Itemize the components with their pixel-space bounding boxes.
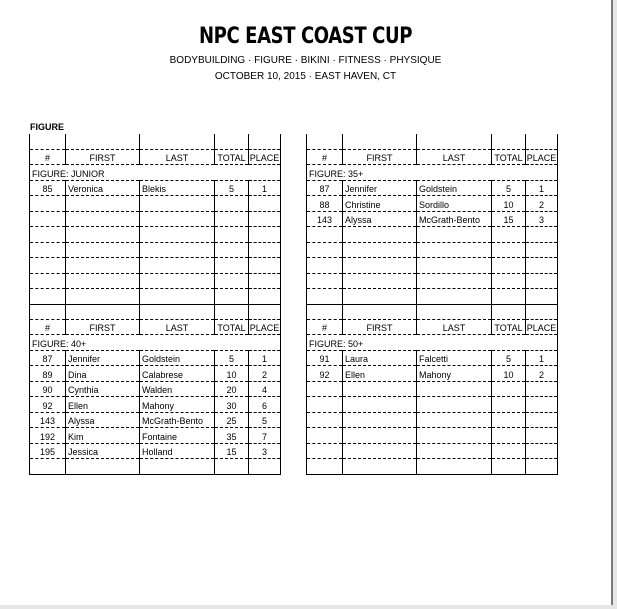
empty-cell xyxy=(492,428,526,444)
table-row xyxy=(30,227,281,243)
empty-cell xyxy=(417,304,492,319)
total-score: 10 xyxy=(492,196,526,212)
competitor-number: 87 xyxy=(307,180,343,196)
empty-cell xyxy=(526,412,558,428)
header-num: # xyxy=(30,149,66,165)
group-label: FIGURE: 50+ xyxy=(307,335,417,351)
empty-cell xyxy=(343,381,417,397)
total-score: 10 xyxy=(492,366,526,382)
empty-cell xyxy=(215,242,249,258)
first-name: Ellen xyxy=(66,397,140,413)
empty-cell xyxy=(492,242,526,258)
table-header xyxy=(307,319,558,335)
first-name: Cynthia xyxy=(66,381,140,397)
last-name: Sordillo xyxy=(417,196,492,212)
placing: 1 xyxy=(249,180,281,196)
total-score: 10 xyxy=(215,366,249,382)
empty-cell xyxy=(249,242,281,258)
empty-cell xyxy=(526,304,558,319)
results-table xyxy=(29,134,281,305)
empty-cell xyxy=(30,211,66,227)
empty-cell xyxy=(215,335,249,351)
empty-cell xyxy=(249,273,281,289)
placing: 1 xyxy=(526,180,558,196)
placing: 3 xyxy=(249,443,281,459)
table-row xyxy=(307,366,558,382)
header-num: # xyxy=(30,319,66,335)
table-row xyxy=(307,412,558,428)
table-row xyxy=(30,428,281,444)
empty-cell xyxy=(343,289,417,305)
empty-cell xyxy=(307,242,343,258)
table-spacer-row xyxy=(30,134,281,149)
empty-cell xyxy=(30,134,66,149)
empty-cell xyxy=(492,258,526,274)
competitor-number: 87 xyxy=(30,350,66,366)
empty-cell xyxy=(343,412,417,428)
empty-cell xyxy=(492,335,526,351)
header-last: LAST xyxy=(417,149,492,165)
competitor-number: 192 xyxy=(30,428,66,444)
empty-cell xyxy=(215,211,249,227)
table-row xyxy=(307,196,558,212)
table-row xyxy=(30,196,281,212)
last-name: Blekis xyxy=(140,180,215,196)
empty-cell xyxy=(343,242,417,258)
empty-cell xyxy=(307,443,343,459)
placing: 3 xyxy=(526,211,558,227)
empty-cell xyxy=(492,412,526,428)
page-title: NPC EAST COAST CUP xyxy=(198,24,413,49)
empty-cell xyxy=(30,258,66,274)
competitor-number: 92 xyxy=(30,397,66,413)
empty-cell xyxy=(417,289,492,305)
empty-cell xyxy=(307,258,343,274)
table-spacer-row xyxy=(307,134,558,149)
group-row xyxy=(30,335,281,351)
table-row xyxy=(307,227,558,243)
table-row xyxy=(30,366,281,382)
empty-cell xyxy=(66,227,140,243)
results-table xyxy=(29,304,281,475)
first-name: Ellen xyxy=(343,366,417,382)
empty-cell xyxy=(492,397,526,413)
total-score: 30 xyxy=(215,397,249,413)
header-place: PLACE xyxy=(526,319,558,335)
header-num: # xyxy=(307,319,343,335)
results-table xyxy=(306,134,558,305)
empty-cell xyxy=(307,428,343,444)
empty-cell xyxy=(215,227,249,243)
empty-cell xyxy=(492,381,526,397)
empty-cell xyxy=(30,227,66,243)
last-name: Walden xyxy=(140,381,215,397)
empty-cell xyxy=(140,196,215,212)
empty-cell xyxy=(249,227,281,243)
table-spacer-row xyxy=(30,304,281,319)
first-name: Alyssa xyxy=(343,211,417,227)
empty-cell xyxy=(417,242,492,258)
total-score: 5 xyxy=(492,350,526,366)
empty-cell xyxy=(492,304,526,319)
empty-cell xyxy=(140,165,215,181)
empty-cell xyxy=(66,134,140,149)
empty-cell xyxy=(492,227,526,243)
empty-cell xyxy=(417,412,492,428)
empty-cell xyxy=(307,273,343,289)
first-name: Alyssa xyxy=(66,412,140,428)
first-name: Kim xyxy=(66,428,140,444)
first-name: Jennifer xyxy=(66,350,140,366)
competitor-number: 90 xyxy=(30,381,66,397)
empty-cell xyxy=(343,443,417,459)
group-label: FIGURE: JUNIOR xyxy=(30,165,140,181)
header-total: TOTAL xyxy=(215,149,249,165)
total-score: 5 xyxy=(215,180,249,196)
empty-cell xyxy=(249,459,281,475)
competitor-number: 89 xyxy=(30,366,66,382)
table-header xyxy=(30,149,281,165)
header-place: PLACE xyxy=(526,149,558,165)
table-row xyxy=(307,211,558,227)
empty-cell xyxy=(417,459,492,475)
empty-cell xyxy=(30,273,66,289)
total-score: 15 xyxy=(215,443,249,459)
empty-cell xyxy=(249,134,281,149)
empty-cell xyxy=(66,273,140,289)
empty-cell xyxy=(249,304,281,319)
empty-cell xyxy=(140,335,215,351)
table-header xyxy=(307,149,558,165)
empty-cell xyxy=(215,165,249,181)
table-row xyxy=(307,397,558,413)
empty-cell xyxy=(307,227,343,243)
empty-cell xyxy=(307,289,343,305)
header-first: FIRST xyxy=(343,319,417,335)
total-score: 5 xyxy=(215,350,249,366)
empty-cell xyxy=(417,335,492,351)
placing: 2 xyxy=(526,196,558,212)
placing: 2 xyxy=(249,366,281,382)
last-name: Goldstein xyxy=(417,180,492,196)
table-header xyxy=(30,319,281,335)
total-score: 15 xyxy=(492,211,526,227)
table-row xyxy=(30,258,281,274)
competitor-number: 195 xyxy=(30,443,66,459)
empty-cell xyxy=(249,165,281,181)
table-row xyxy=(307,443,558,459)
table-row xyxy=(30,412,281,428)
empty-cell xyxy=(492,165,526,181)
empty-cell xyxy=(343,227,417,243)
last-name: Calabrese xyxy=(140,366,215,382)
header-last: LAST xyxy=(140,319,215,335)
empty-cell xyxy=(307,381,343,397)
empty-cell xyxy=(526,258,558,274)
empty-cell xyxy=(140,289,215,305)
empty-cell xyxy=(526,397,558,413)
empty-cell xyxy=(140,211,215,227)
empty-cell xyxy=(417,381,492,397)
empty-cell xyxy=(526,134,558,149)
empty-cell xyxy=(343,459,417,475)
empty-cell xyxy=(417,443,492,459)
table-row xyxy=(307,459,558,475)
header-num: # xyxy=(307,149,343,165)
first-name: Laura xyxy=(343,350,417,366)
placing: 1 xyxy=(249,350,281,366)
empty-cell xyxy=(492,289,526,305)
empty-cell xyxy=(66,211,140,227)
empty-cell xyxy=(215,459,249,475)
empty-cell xyxy=(526,443,558,459)
empty-cell xyxy=(307,459,343,475)
table-row xyxy=(307,289,558,305)
table-row xyxy=(30,211,281,227)
empty-cell xyxy=(526,335,558,351)
empty-cell xyxy=(492,443,526,459)
table-row xyxy=(30,443,281,459)
empty-cell xyxy=(215,304,249,319)
empty-cell xyxy=(140,258,215,274)
first-name: Jessica xyxy=(66,443,140,459)
page-shadow xyxy=(613,0,617,609)
empty-cell xyxy=(249,211,281,227)
last-name: Goldstein xyxy=(140,350,215,366)
placing: 6 xyxy=(249,397,281,413)
empty-cell xyxy=(66,304,140,319)
empty-cell xyxy=(526,242,558,258)
table-row xyxy=(307,242,558,258)
total-score: 20 xyxy=(215,381,249,397)
empty-cell xyxy=(30,196,66,212)
empty-cell xyxy=(66,196,140,212)
group-row xyxy=(307,335,558,351)
header-place: PLACE xyxy=(249,319,281,335)
empty-cell xyxy=(343,397,417,413)
empty-cell xyxy=(140,304,215,319)
table-row xyxy=(30,180,281,196)
table-row xyxy=(307,180,558,196)
table-row xyxy=(30,459,281,475)
empty-cell xyxy=(215,289,249,305)
empty-cell xyxy=(140,227,215,243)
table-row xyxy=(307,350,558,366)
empty-cell xyxy=(343,258,417,274)
empty-cell xyxy=(526,381,558,397)
empty-cell xyxy=(417,397,492,413)
group-row xyxy=(307,165,558,181)
empty-cell xyxy=(417,134,492,149)
empty-cell xyxy=(343,273,417,289)
total-score: 5 xyxy=(492,180,526,196)
empty-cell xyxy=(526,289,558,305)
total-score: 35 xyxy=(215,428,249,444)
empty-cell xyxy=(30,304,66,319)
empty-cell xyxy=(140,273,215,289)
empty-cell xyxy=(66,242,140,258)
empty-cell xyxy=(307,304,343,319)
empty-cell xyxy=(215,258,249,274)
competitor-number: 85 xyxy=(30,180,66,196)
empty-cell xyxy=(492,459,526,475)
placing: 2 xyxy=(526,366,558,382)
empty-cell xyxy=(140,134,215,149)
empty-cell xyxy=(249,335,281,351)
first-name: Christine xyxy=(343,196,417,212)
empty-cell xyxy=(30,242,66,258)
empty-cell xyxy=(307,412,343,428)
empty-cell xyxy=(417,165,492,181)
header-place: PLACE xyxy=(249,149,281,165)
table-row xyxy=(30,289,281,305)
page-subtitle: BODYBUILDING · FIGURE · BIKINI · FITNESS · PHYSIQUE xyxy=(169,55,442,66)
placing: 7 xyxy=(249,428,281,444)
header-total: TOTAL xyxy=(215,319,249,335)
group-row xyxy=(30,165,281,181)
empty-cell xyxy=(66,258,140,274)
placing: 5 xyxy=(249,412,281,428)
header-first: FIRST xyxy=(66,149,140,165)
header-total: TOTAL xyxy=(492,319,526,335)
empty-cell xyxy=(30,459,66,475)
empty-cell xyxy=(343,428,417,444)
competitor-number: 91 xyxy=(307,350,343,366)
empty-cell xyxy=(30,289,66,305)
empty-cell xyxy=(215,196,249,212)
empty-cell xyxy=(343,304,417,319)
table-row xyxy=(30,242,281,258)
header-last: LAST xyxy=(140,149,215,165)
section-label: FIGURE xyxy=(30,122,65,132)
last-name: Mahony xyxy=(417,366,492,382)
empty-cell xyxy=(417,258,492,274)
header-last: LAST xyxy=(417,319,492,335)
last-name: Falcetti xyxy=(417,350,492,366)
table-row xyxy=(307,381,558,397)
empty-cell xyxy=(492,134,526,149)
empty-cell xyxy=(417,428,492,444)
empty-cell xyxy=(526,165,558,181)
header-first: FIRST xyxy=(66,319,140,335)
empty-cell xyxy=(140,242,215,258)
first-name: Dina xyxy=(66,366,140,382)
placing: 4 xyxy=(249,381,281,397)
empty-cell xyxy=(249,258,281,274)
header-first: FIRST xyxy=(343,149,417,165)
total-score: 25 xyxy=(215,412,249,428)
empty-cell xyxy=(417,273,492,289)
first-name: Veronica xyxy=(66,180,140,196)
results-table xyxy=(306,304,558,475)
table-row xyxy=(30,381,281,397)
table-row xyxy=(307,258,558,274)
empty-cell xyxy=(307,134,343,149)
empty-cell xyxy=(249,196,281,212)
table-row xyxy=(307,273,558,289)
empty-cell xyxy=(343,134,417,149)
competitor-number: 92 xyxy=(307,366,343,382)
last-name: McGrath-Bento xyxy=(140,412,215,428)
group-label: FIGURE: 35+ xyxy=(307,165,417,181)
empty-cell xyxy=(307,397,343,413)
empty-cell xyxy=(66,459,140,475)
empty-cell xyxy=(249,289,281,305)
table-spacer-row xyxy=(307,304,558,319)
empty-cell xyxy=(215,273,249,289)
empty-cell xyxy=(526,273,558,289)
table-row xyxy=(30,397,281,413)
empty-cell xyxy=(140,459,215,475)
table-row xyxy=(30,273,281,289)
placing: 1 xyxy=(526,350,558,366)
empty-cell xyxy=(526,459,558,475)
table-row xyxy=(30,350,281,366)
competitor-number: 88 xyxy=(307,196,343,212)
header-total: TOTAL xyxy=(492,149,526,165)
table-row xyxy=(307,428,558,444)
empty-cell xyxy=(492,273,526,289)
page-shadow-bottom xyxy=(0,605,613,609)
empty-cell xyxy=(215,134,249,149)
empty-cell xyxy=(66,289,140,305)
last-name: McGrath-Bento xyxy=(417,211,492,227)
group-label: FIGURE: 40+ xyxy=(30,335,140,351)
last-name: Mahony xyxy=(140,397,215,413)
competitor-number: 143 xyxy=(30,412,66,428)
empty-cell xyxy=(526,227,558,243)
event-date-location: OCTOBER 10, 2015 · EAST HAVEN, CT xyxy=(214,71,397,82)
last-name: Holland xyxy=(140,443,215,459)
first-name: Jennifer xyxy=(343,180,417,196)
empty-cell xyxy=(526,428,558,444)
last-name: Fontaine xyxy=(140,428,215,444)
competitor-number: 143 xyxy=(307,211,343,227)
empty-cell xyxy=(417,227,492,243)
